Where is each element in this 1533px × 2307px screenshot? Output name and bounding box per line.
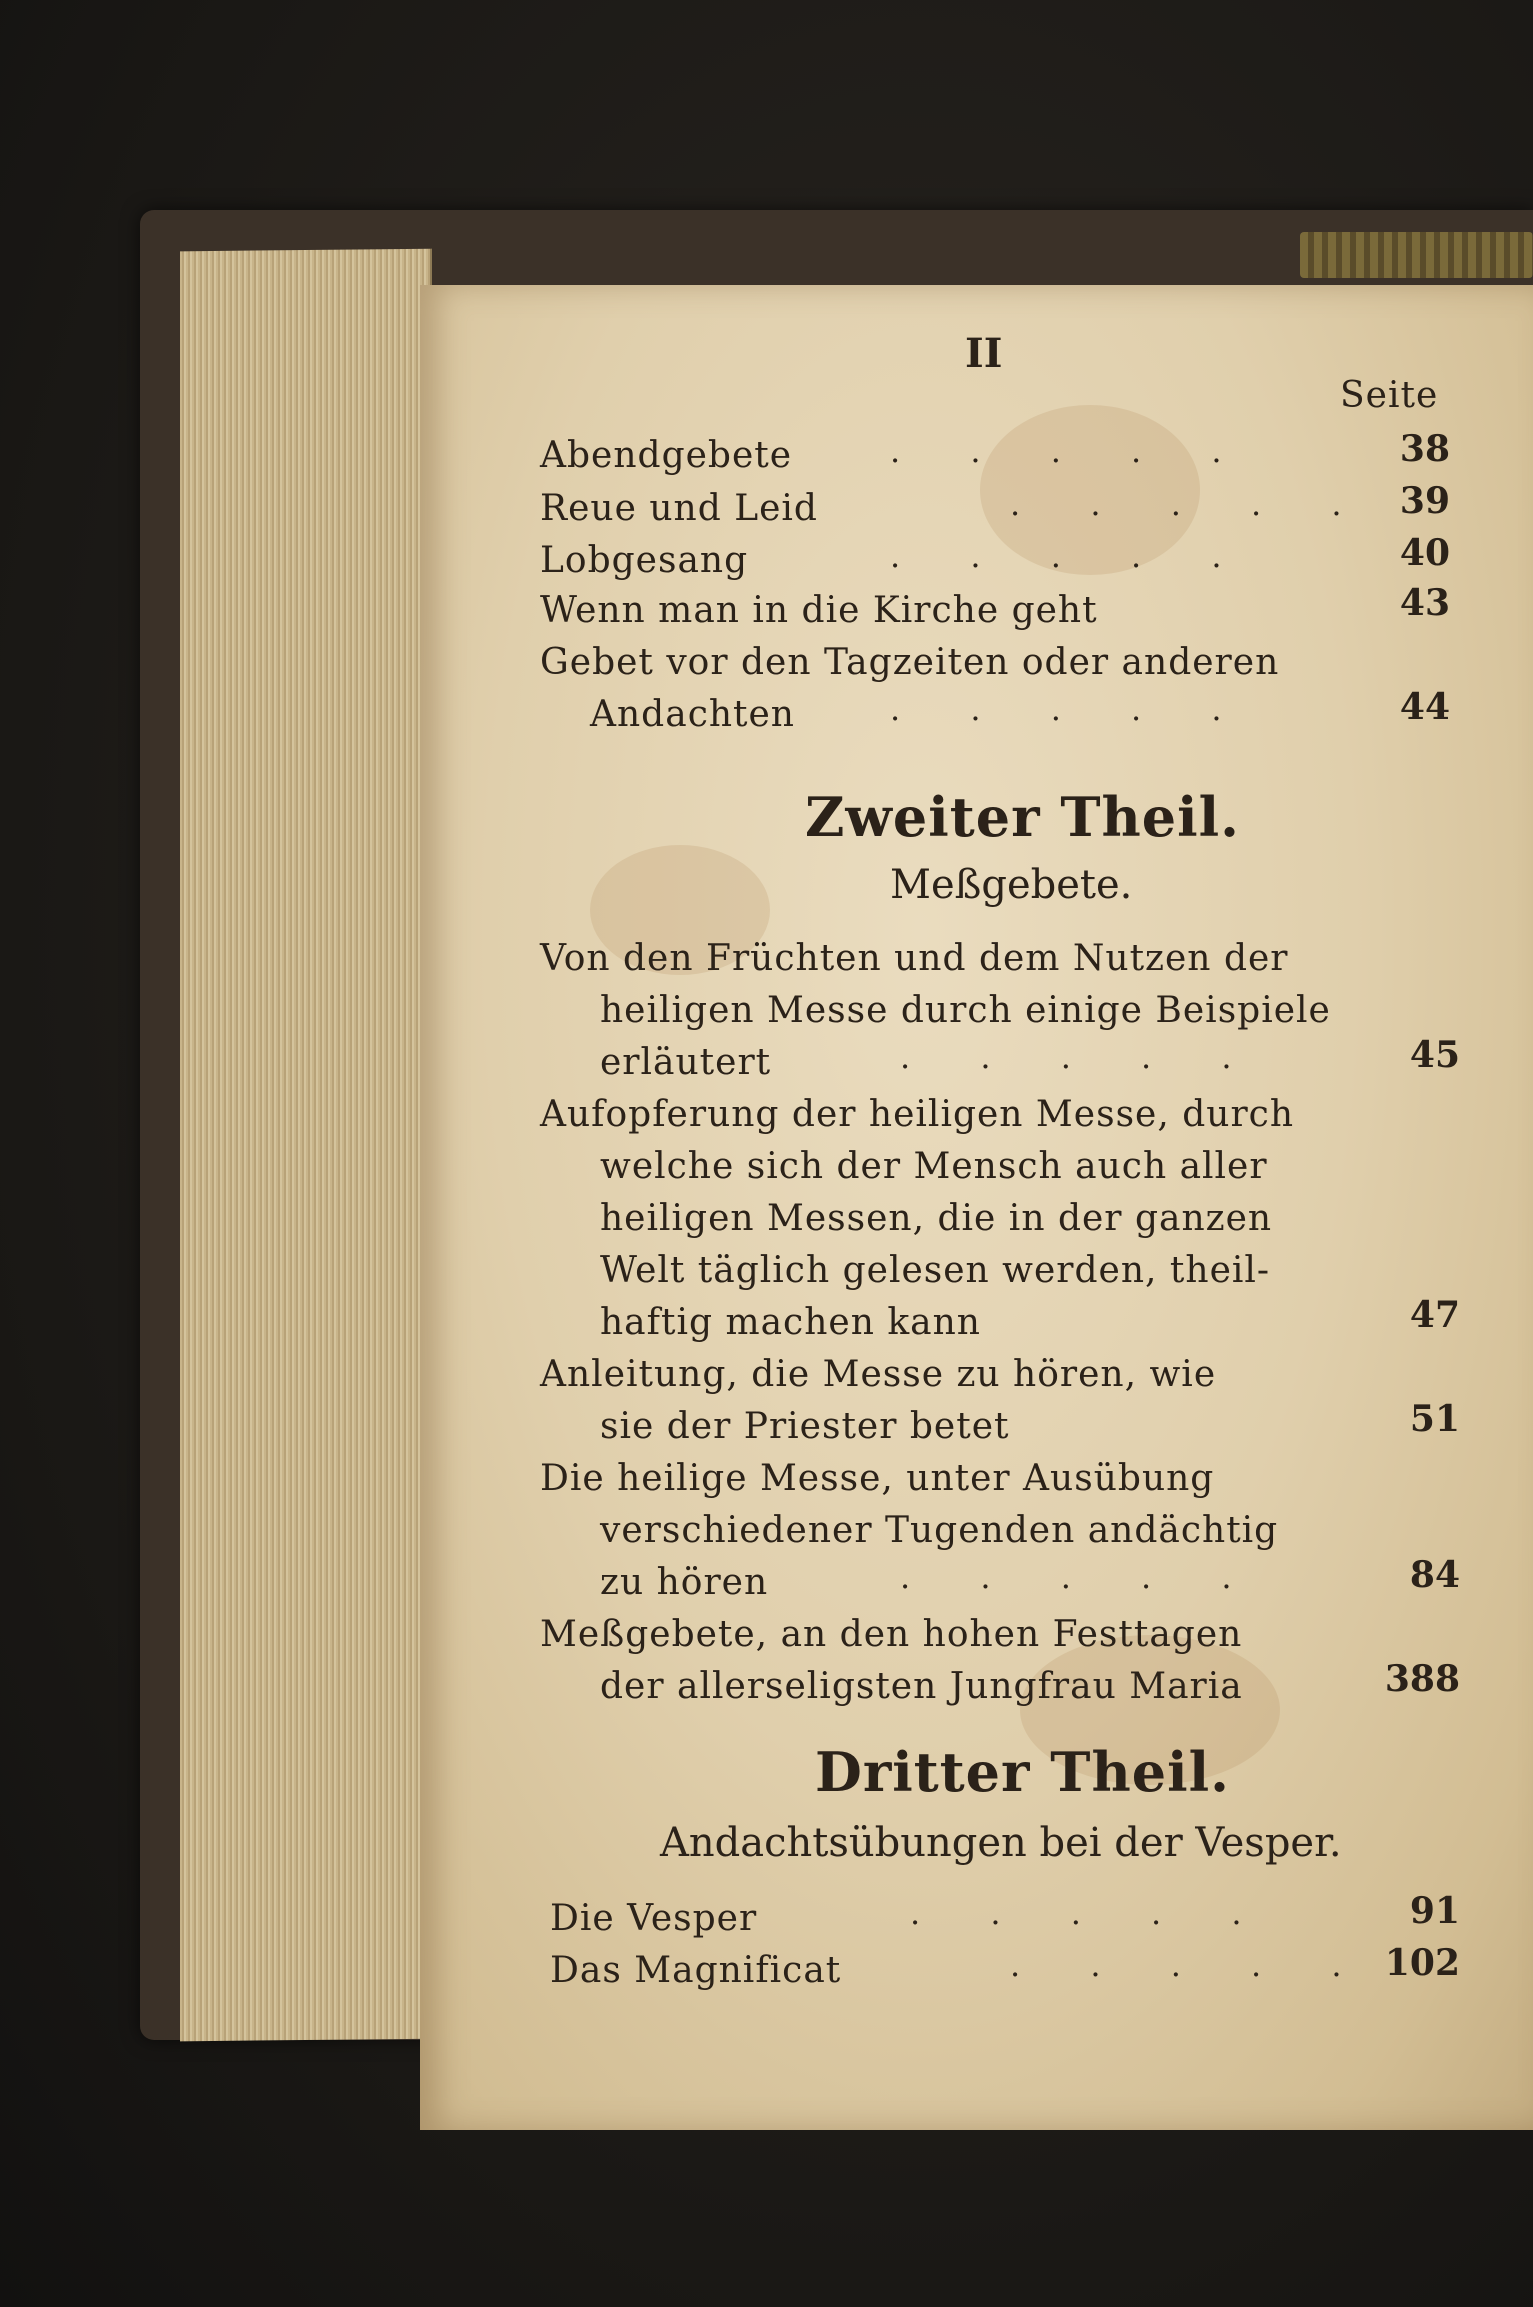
toc-entry-text: zu hören xyxy=(600,1562,769,1603)
column-header-seite: Seite xyxy=(1340,375,1439,416)
section-subtitle-part-two: Meßgebete. xyxy=(890,862,1133,908)
toc-leader: . . . . . xyxy=(890,537,1252,575)
toc-entry-page: 44 xyxy=(1399,686,1450,728)
toc-entry-page: 39 xyxy=(1399,480,1450,522)
toc-entry-text: Welt täglich gelesen werden, theil- xyxy=(600,1250,1271,1291)
toc-entry-text: Das Magnificat xyxy=(550,1950,842,1991)
toc-entry-text: sie der Priester betet xyxy=(600,1406,1010,1447)
toc-entry-text: Reue und Leid xyxy=(540,488,818,529)
toc-entry-text: Aufopferung der heiligen Messe, durch xyxy=(540,1094,1295,1135)
toc-leader: . . . . . xyxy=(910,1894,1272,1932)
toc-entry-page: 47 xyxy=(1409,1294,1460,1336)
section-title-part-three: Dritter Theil. xyxy=(815,1740,1230,1804)
toc-entry-text: der allerseligsten Jungfrau Maria xyxy=(600,1666,1243,1707)
toc-entry-text: Andachten xyxy=(590,694,795,735)
toc-entry-text: Gebet vor den Tagzeiten oder anderen xyxy=(540,642,1280,683)
toc-entry-page: 102 xyxy=(1384,1942,1460,1984)
toc-entry-text: Meßgebete, an den hohen Festtagen xyxy=(540,1614,1243,1655)
toc-leader: . . . . . xyxy=(890,690,1252,728)
toc-entry-page: 91 xyxy=(1409,1890,1460,1932)
toc-entry-page: 84 xyxy=(1409,1554,1460,1596)
page-number: II xyxy=(965,330,1003,377)
toc-entry-page: 38 xyxy=(1399,428,1450,470)
toc-entry-text: heiligen Messen, die in der ganzen xyxy=(600,1198,1273,1239)
toc-leader: . . . . . xyxy=(1010,1946,1372,1984)
toc-entry-text: Wenn man in die Kirche geht xyxy=(540,590,1098,631)
book-binding-band xyxy=(1300,232,1533,278)
toc-entry-text: verschiedener Tugenden andächtig xyxy=(600,1510,1279,1551)
toc-leader: . . . . . xyxy=(900,1038,1262,1076)
toc-entry-page: 40 xyxy=(1399,532,1450,574)
toc-entry-text: Lobgesang xyxy=(540,540,749,581)
toc-entry-text: haftig machen kann xyxy=(600,1302,981,1343)
toc-entry-text: Von den Früchten und dem Nutzen der xyxy=(540,938,1289,979)
toc-entry-text: erläutert xyxy=(600,1042,772,1083)
toc-entry-text: Abendgebete xyxy=(540,435,793,476)
toc-entry-page: 388 xyxy=(1384,1658,1460,1700)
toc-entry-text: Die Vesper xyxy=(550,1898,758,1939)
toc-entry-text: heiligen Messe durch einige Beispiele xyxy=(600,990,1331,1031)
toc-leader: . . . . . xyxy=(900,1558,1262,1596)
toc-entry-page: 51 xyxy=(1409,1398,1460,1440)
toc-leader: . . . . . xyxy=(1010,485,1372,523)
toc-leader: . . . . . xyxy=(890,432,1252,470)
toc-entry-text: Anleitung, die Messe zu hören, wie xyxy=(540,1354,1217,1395)
toc-entry-page: 45 xyxy=(1409,1034,1460,1076)
section-subtitle-part-three: Andachtsübungen bei der Vesper. xyxy=(660,1820,1342,1866)
page-edges xyxy=(180,249,432,2042)
toc-entry-page: 43 xyxy=(1399,582,1450,624)
toc-entry-text: Die heilige Messe, unter Ausübung xyxy=(540,1458,1215,1499)
toc-entry-text: welche sich der Mensch auch aller xyxy=(600,1146,1268,1187)
section-title-part-two: Zweiter Theil. xyxy=(805,785,1240,849)
